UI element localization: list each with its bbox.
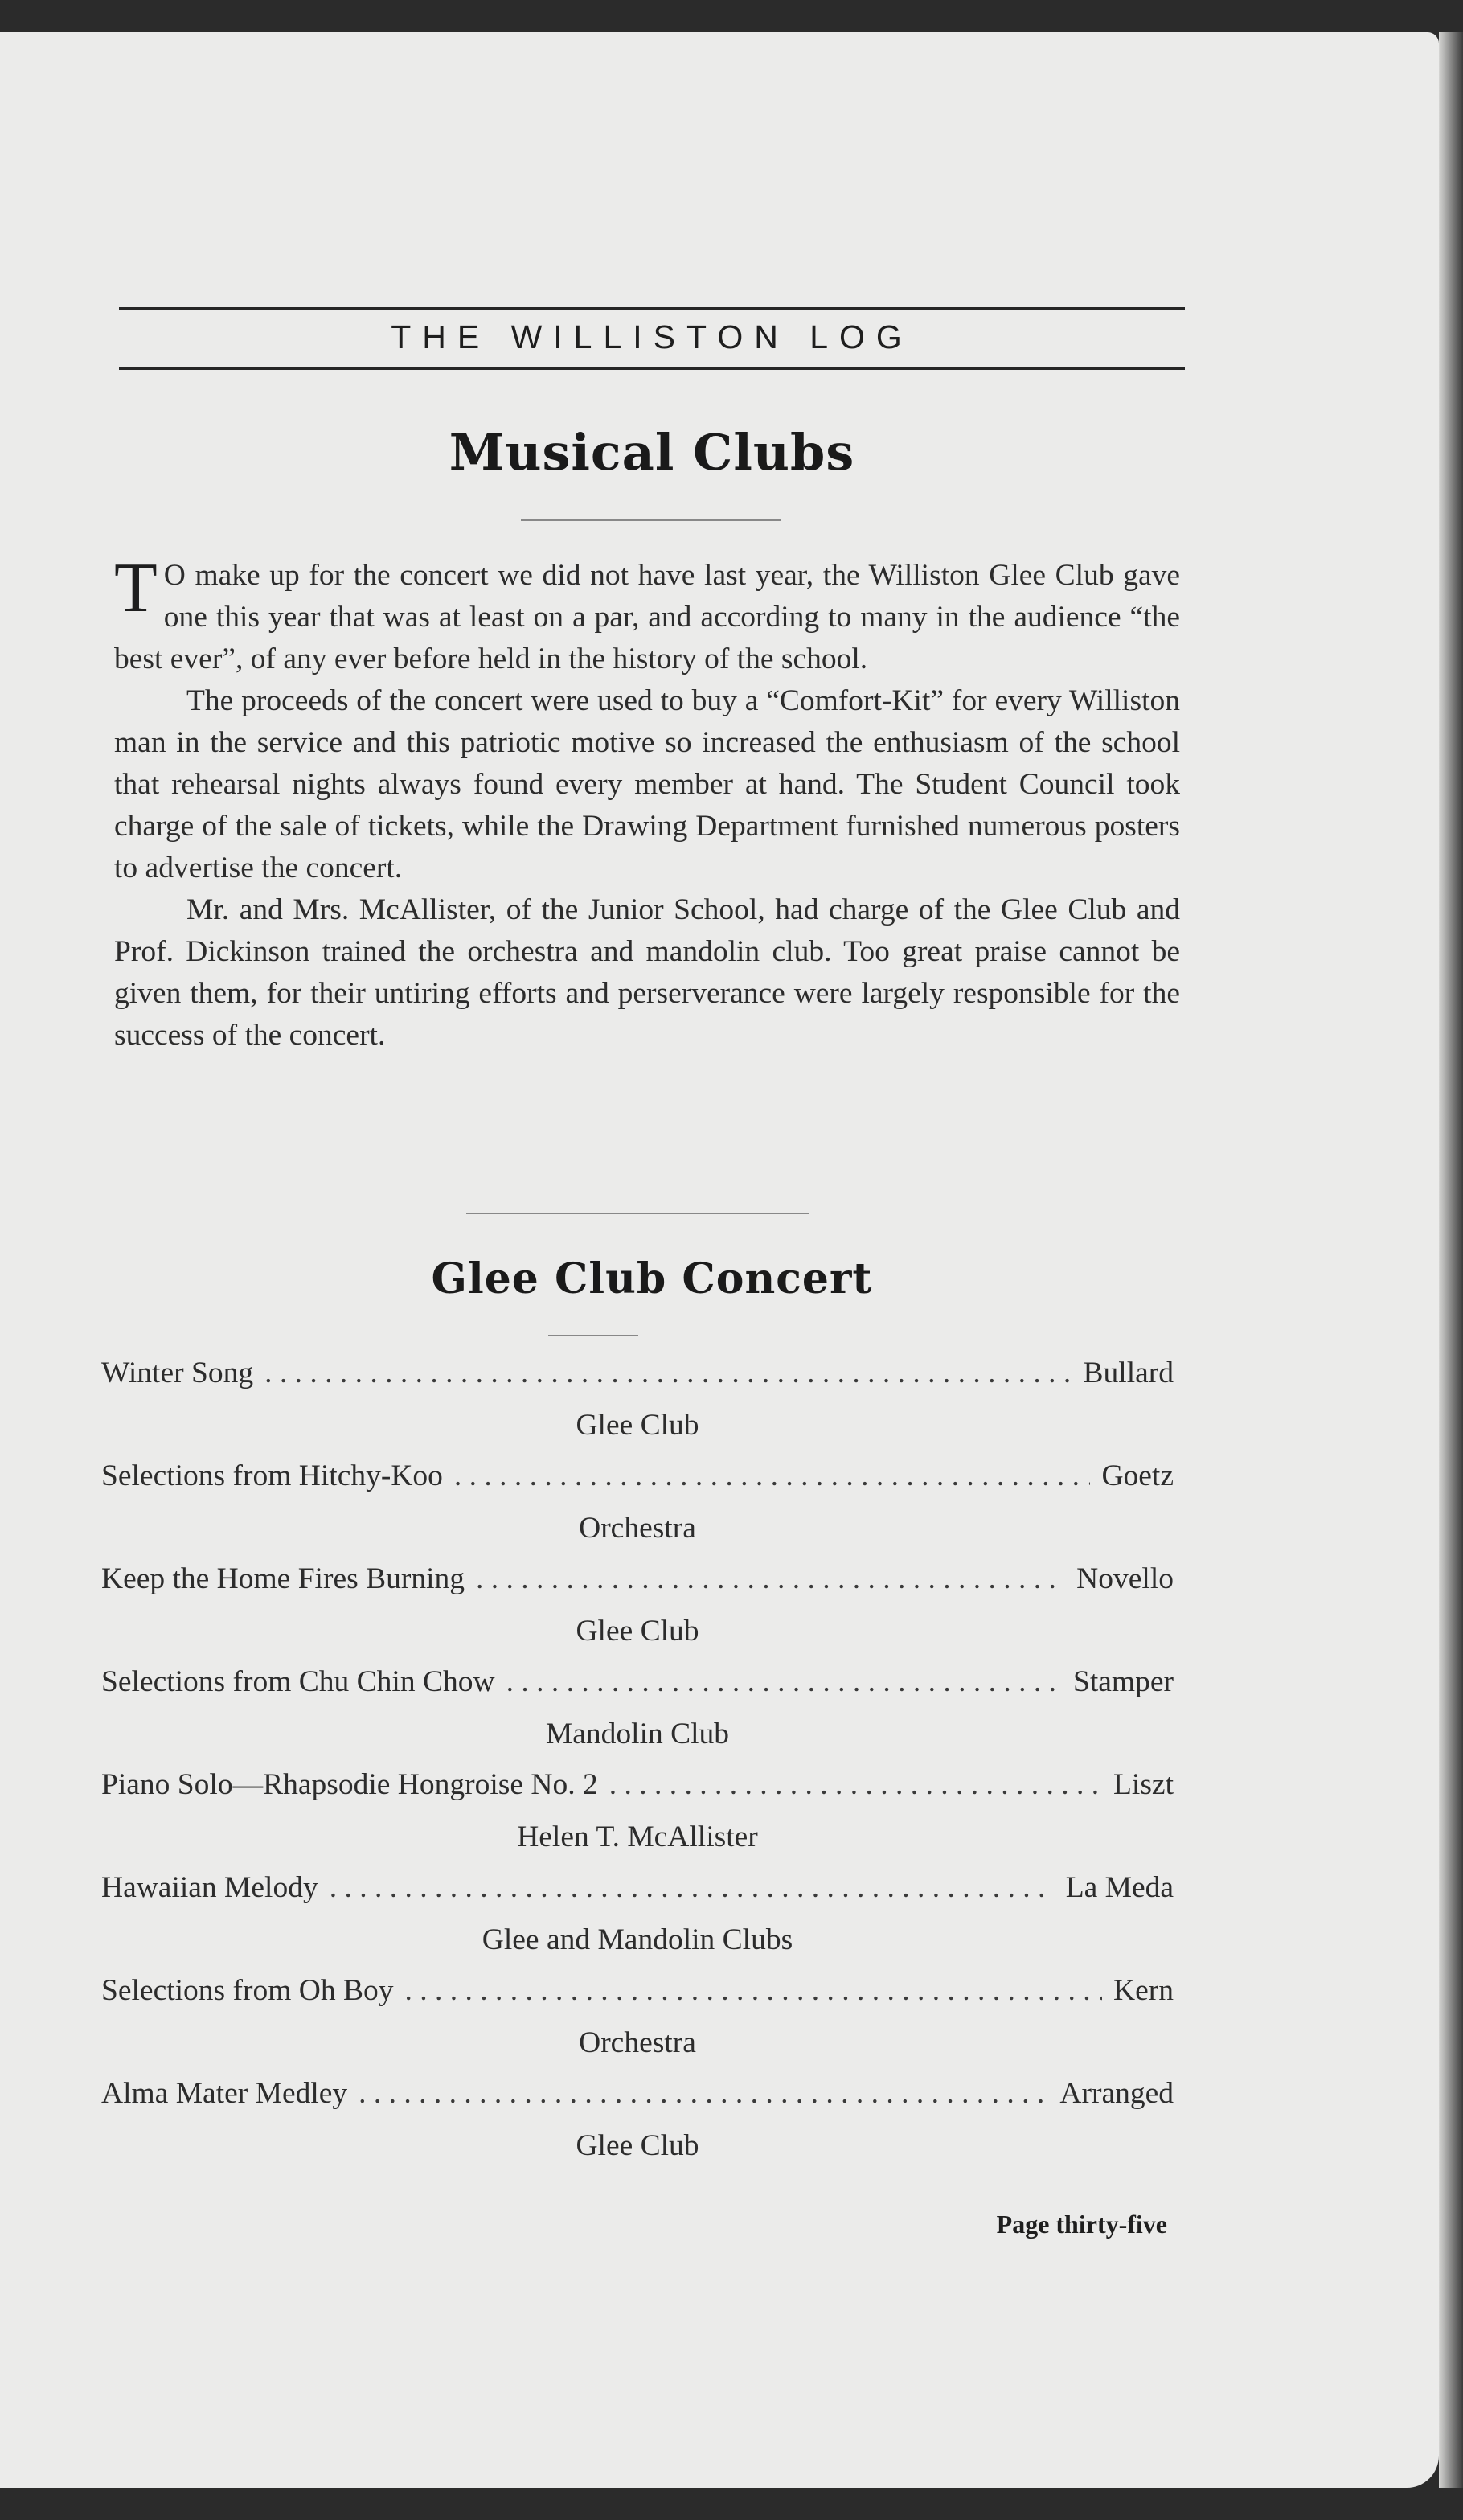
piece-performer: Glee Club bbox=[576, 1615, 699, 1648]
piece-title: Alma Mater Medley bbox=[101, 2077, 348, 2110]
article-body bbox=[114, 549, 1180, 1057]
piece-title: Piano Solo—Rhapsodie Hongroise No. 2 bbox=[101, 1768, 598, 1801]
piece-title: Selections from Chu Chin Chow bbox=[101, 1665, 495, 1698]
piece-performer: Glee and Mandolin Clubs bbox=[482, 1923, 793, 1956]
piece-composer: Goetz bbox=[1101, 1459, 1174, 1492]
program-item bbox=[101, 1664, 1174, 1767]
piece-composer: Kern bbox=[1113, 1974, 1174, 2007]
program-row bbox=[101, 1870, 1174, 1917]
program-item bbox=[101, 1562, 1174, 1664]
leader-dots bbox=[359, 2076, 1048, 2111]
header-rule-top bbox=[119, 307, 1185, 310]
piece-performer: Mandolin Club bbox=[545, 1718, 730, 1750]
program-row bbox=[101, 1973, 1174, 2020]
drop-cap: T bbox=[114, 549, 158, 627]
piece-composer: Novello bbox=[1076, 1562, 1174, 1595]
article-paragraph-1-text: O make up for the concert we did not have last year, the Williston Glee Club gave one this year that was at least on a par, and according to many in the audience “the best ever”, of any ever before held in the history of the school. bbox=[114, 559, 1180, 675]
piece-performer: Glee Club bbox=[576, 2129, 699, 2162]
leader-dots bbox=[405, 1973, 1103, 2008]
page-number: Page thirty-five bbox=[996, 2210, 1167, 2239]
section-title: Musical Clubs bbox=[449, 423, 855, 482]
program-row bbox=[101, 1356, 1174, 1402]
leader-dots bbox=[330, 1870, 1055, 1905]
piece-performer: Orchestra bbox=[579, 1512, 696, 1545]
piece-performer: Glee Club bbox=[576, 1409, 699, 1442]
piece-title: Selections from Hitchy-Koo bbox=[101, 1459, 443, 1492]
piece-title: Selections from Oh Boy bbox=[101, 1974, 394, 2007]
leader-dots bbox=[476, 1562, 1065, 1596]
program-title-divider bbox=[548, 1335, 638, 1336]
program-row bbox=[101, 1767, 1174, 1814]
program-item bbox=[101, 1767, 1174, 1870]
leader-dots bbox=[609, 1767, 1102, 1802]
program-row bbox=[101, 1664, 1174, 1711]
piece-composer: La Meda bbox=[1065, 1871, 1174, 1904]
section-divider bbox=[466, 1213, 809, 1214]
program-row bbox=[101, 1459, 1174, 1505]
article-paragraph-1 bbox=[114, 549, 1180, 680]
piece-composer: Arranged bbox=[1059, 2077, 1174, 2110]
running-head: THE WILLISTON LOG bbox=[391, 318, 913, 355]
program-row bbox=[101, 1562, 1174, 1608]
piece-performer: Orchestra bbox=[579, 2026, 696, 2059]
piece-title: Keep the Home Fires Burning bbox=[101, 1562, 465, 1595]
program-item bbox=[101, 1973, 1174, 2076]
piece-title: Hawaiian Melody bbox=[101, 1871, 318, 1904]
title-divider bbox=[521, 519, 781, 521]
program-item bbox=[101, 1870, 1174, 1973]
program-item bbox=[101, 2076, 1174, 2179]
leader-dots bbox=[454, 1459, 1091, 1493]
concert-program bbox=[101, 1356, 1174, 2179]
program-item bbox=[101, 1356, 1174, 1459]
program-item bbox=[101, 1459, 1174, 1562]
leader-dots bbox=[264, 1356, 1072, 1390]
leader-dots bbox=[506, 1664, 1062, 1699]
piece-composer: Liszt bbox=[1113, 1768, 1174, 1801]
piece-performer: Helen T. McAllister bbox=[517, 1820, 758, 1853]
article-paragraph-2: The proceeds of the concert were used to buy a “Comfort-Kit” for every Williston man in the service and this patriotic motive so increased the enthusiasm of the school that rehearsal nights always found every member at hand. The Student Council took charge of the sale of tickets, while the Drawing Department furnished numerous posters to advertise the concert. bbox=[114, 684, 1180, 884]
program-title: Glee Club Concert bbox=[431, 1254, 873, 1303]
program-row bbox=[101, 2076, 1174, 2123]
header-rule-bottom bbox=[119, 367, 1185, 370]
piece-composer: Stamper bbox=[1073, 1665, 1174, 1698]
piece-title: Winter Song bbox=[101, 1356, 254, 1389]
piece-composer: Bullard bbox=[1083, 1356, 1174, 1389]
page-edge-shadow bbox=[1439, 32, 1463, 2488]
article-paragraph-3: Mr. and Mrs. McAllister, of the Junior School, had charge of the Glee Club and Prof. Dickinson trained the orchestra and mandolin club. Too great praise cannot be given them, for their untiring efforts and perserverance were largely responsible for the success of the concert. bbox=[114, 893, 1180, 1052]
